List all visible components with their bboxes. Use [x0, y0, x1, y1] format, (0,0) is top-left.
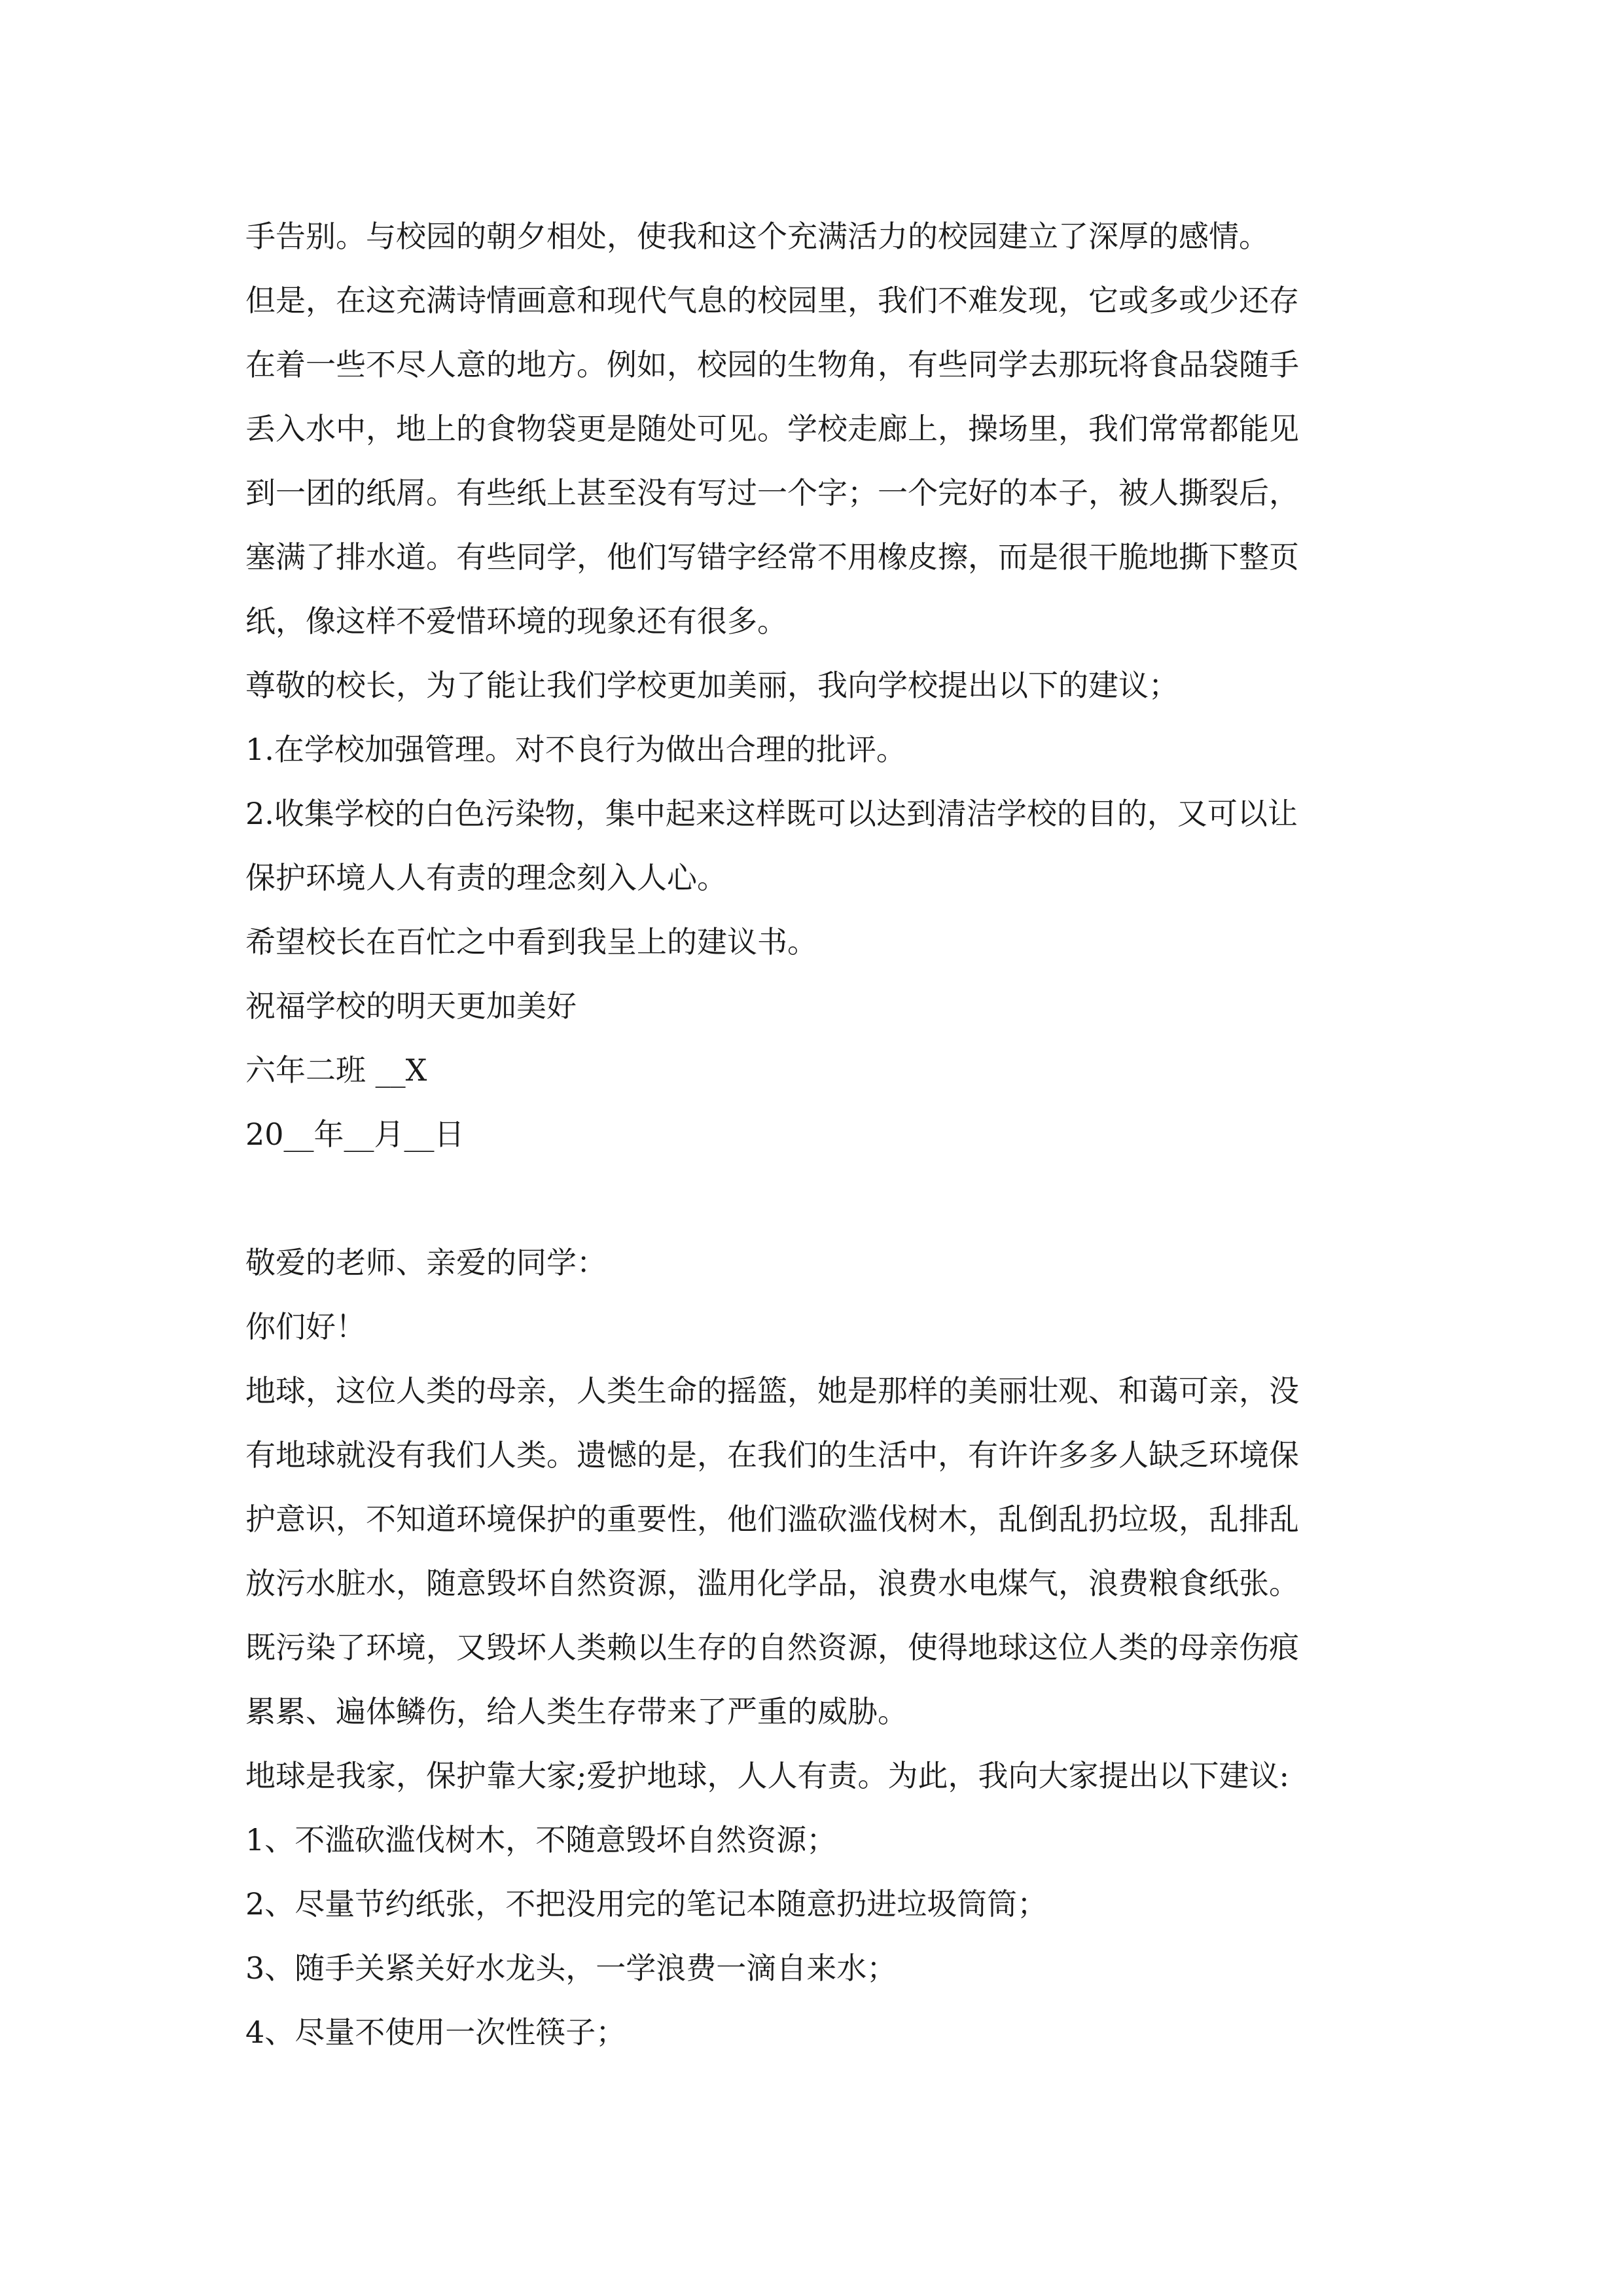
letter2-line: 地球是我家，保护靠大家;爱护地球，人人有责。为此，我向大家提出以下建议: — [245, 1758, 1289, 1793]
suggestion-item: 3、随手关紧关好水龙头，一学浪费一滴自来水； — [245, 1950, 897, 1986]
letter2-line: 放污水脏水，随意毁坏自然资源，滥用化学品，浪费水电煤气，浪费粮食纸张。 — [245, 1566, 1299, 1601]
letter1-line: 塞满了排水道。有些同学，他们写错字经常不用橡皮擦，而是很干脆地撕下整页 — [245, 539, 1299, 575]
letter1-line: 保护环境人人有责的理念刻入人心。 — [245, 860, 727, 895]
suggestion-item: 2、尽量节约纸张，不把没用完的笔记本随意扔进垃圾筒筒； — [245, 1886, 1048, 1922]
section-gap — [245, 1166, 1384, 1230]
letter1-line: 手告别。与校园的朝夕相处，使我和这个充满活力的校园建立了深厚的感情。 — [245, 219, 1269, 254]
letter1-line: 2.收集学校的白色污染物，集中起来这样既可以达到清洁学校的目的，又可以让 — [245, 796, 1298, 831]
letter1-line: 希望校长在百忙之中看到我呈上的建议书。 — [245, 924, 817, 960]
letter2-line: 累累、遍体鳞伤，给人类生存带来了严重的威胁。 — [245, 1694, 908, 1729]
letter1-line: 尊敬的校长，为了能让我们学校更加美丽，我向学校提出以下的建议； — [245, 668, 1179, 703]
letter1-date: 20__年__月__日 — [245, 1117, 465, 1152]
letter2-line: 有地球就没有我们人类。遗憾的是，在我们的生活中，有许许多多人缺乏环境保 — [245, 1437, 1299, 1473]
letter2-line: 地球，这位人类的母亲，人类生命的摇篮，她是那样的美丽壮观、和蔼可亲，没 — [245, 1373, 1299, 1408]
letter1-line: 1.在学校加强管理。对不良行为做出合理的批评。 — [245, 732, 906, 767]
letter1-line: 到一团的纸屑。有些纸上甚至没有写过一个字；一个完好的本子，被人撕裂后， — [245, 475, 1299, 511]
letter2-salutation: 敬爱的老师、亲爱的同学： — [245, 1245, 607, 1280]
suggestion-item: 4、尽量不使用一次性筷子； — [245, 2015, 626, 2050]
letter2-greeting: 你们好！ — [245, 1309, 366, 1344]
letter1-signature: 六年二班 __X — [245, 1052, 427, 1088]
letter2-line: 护意识，不知道环境保护的重要性，他们滥砍滥伐树木，乱倒乱扔垃圾，乱排乱 — [245, 1501, 1299, 1537]
document-body — [245, 204, 1384, 2064]
suggestion-item: 1、不滥砍滥伐树木，不随意毁坏自然资源； — [245, 1822, 837, 1857]
letter1-line: 丢入水中，地上的食物袋更是随处可见。学校走廊上，操场里，我们常常都能见 — [245, 411, 1299, 446]
letter1-line: 祝福学校的明天更加美好 — [245, 988, 577, 1024]
letter1-line: 但是，在这充满诗情画意和现代气息的校园里，我们不难发现，它或多或少还存 — [245, 283, 1299, 318]
letter1-line: 纸，像这样不爱惜环境的现象还有很多。 — [245, 603, 787, 639]
letter1-line: 在着一些不尽人意的地方。例如，校园的生物角，有些同学去那玩将食品袋随手 — [245, 347, 1299, 382]
letter2-line: 既污染了环境，又毁坏人类赖以生存的自然资源，使得地球这位人类的母亲伤痕 — [245, 1630, 1299, 1665]
